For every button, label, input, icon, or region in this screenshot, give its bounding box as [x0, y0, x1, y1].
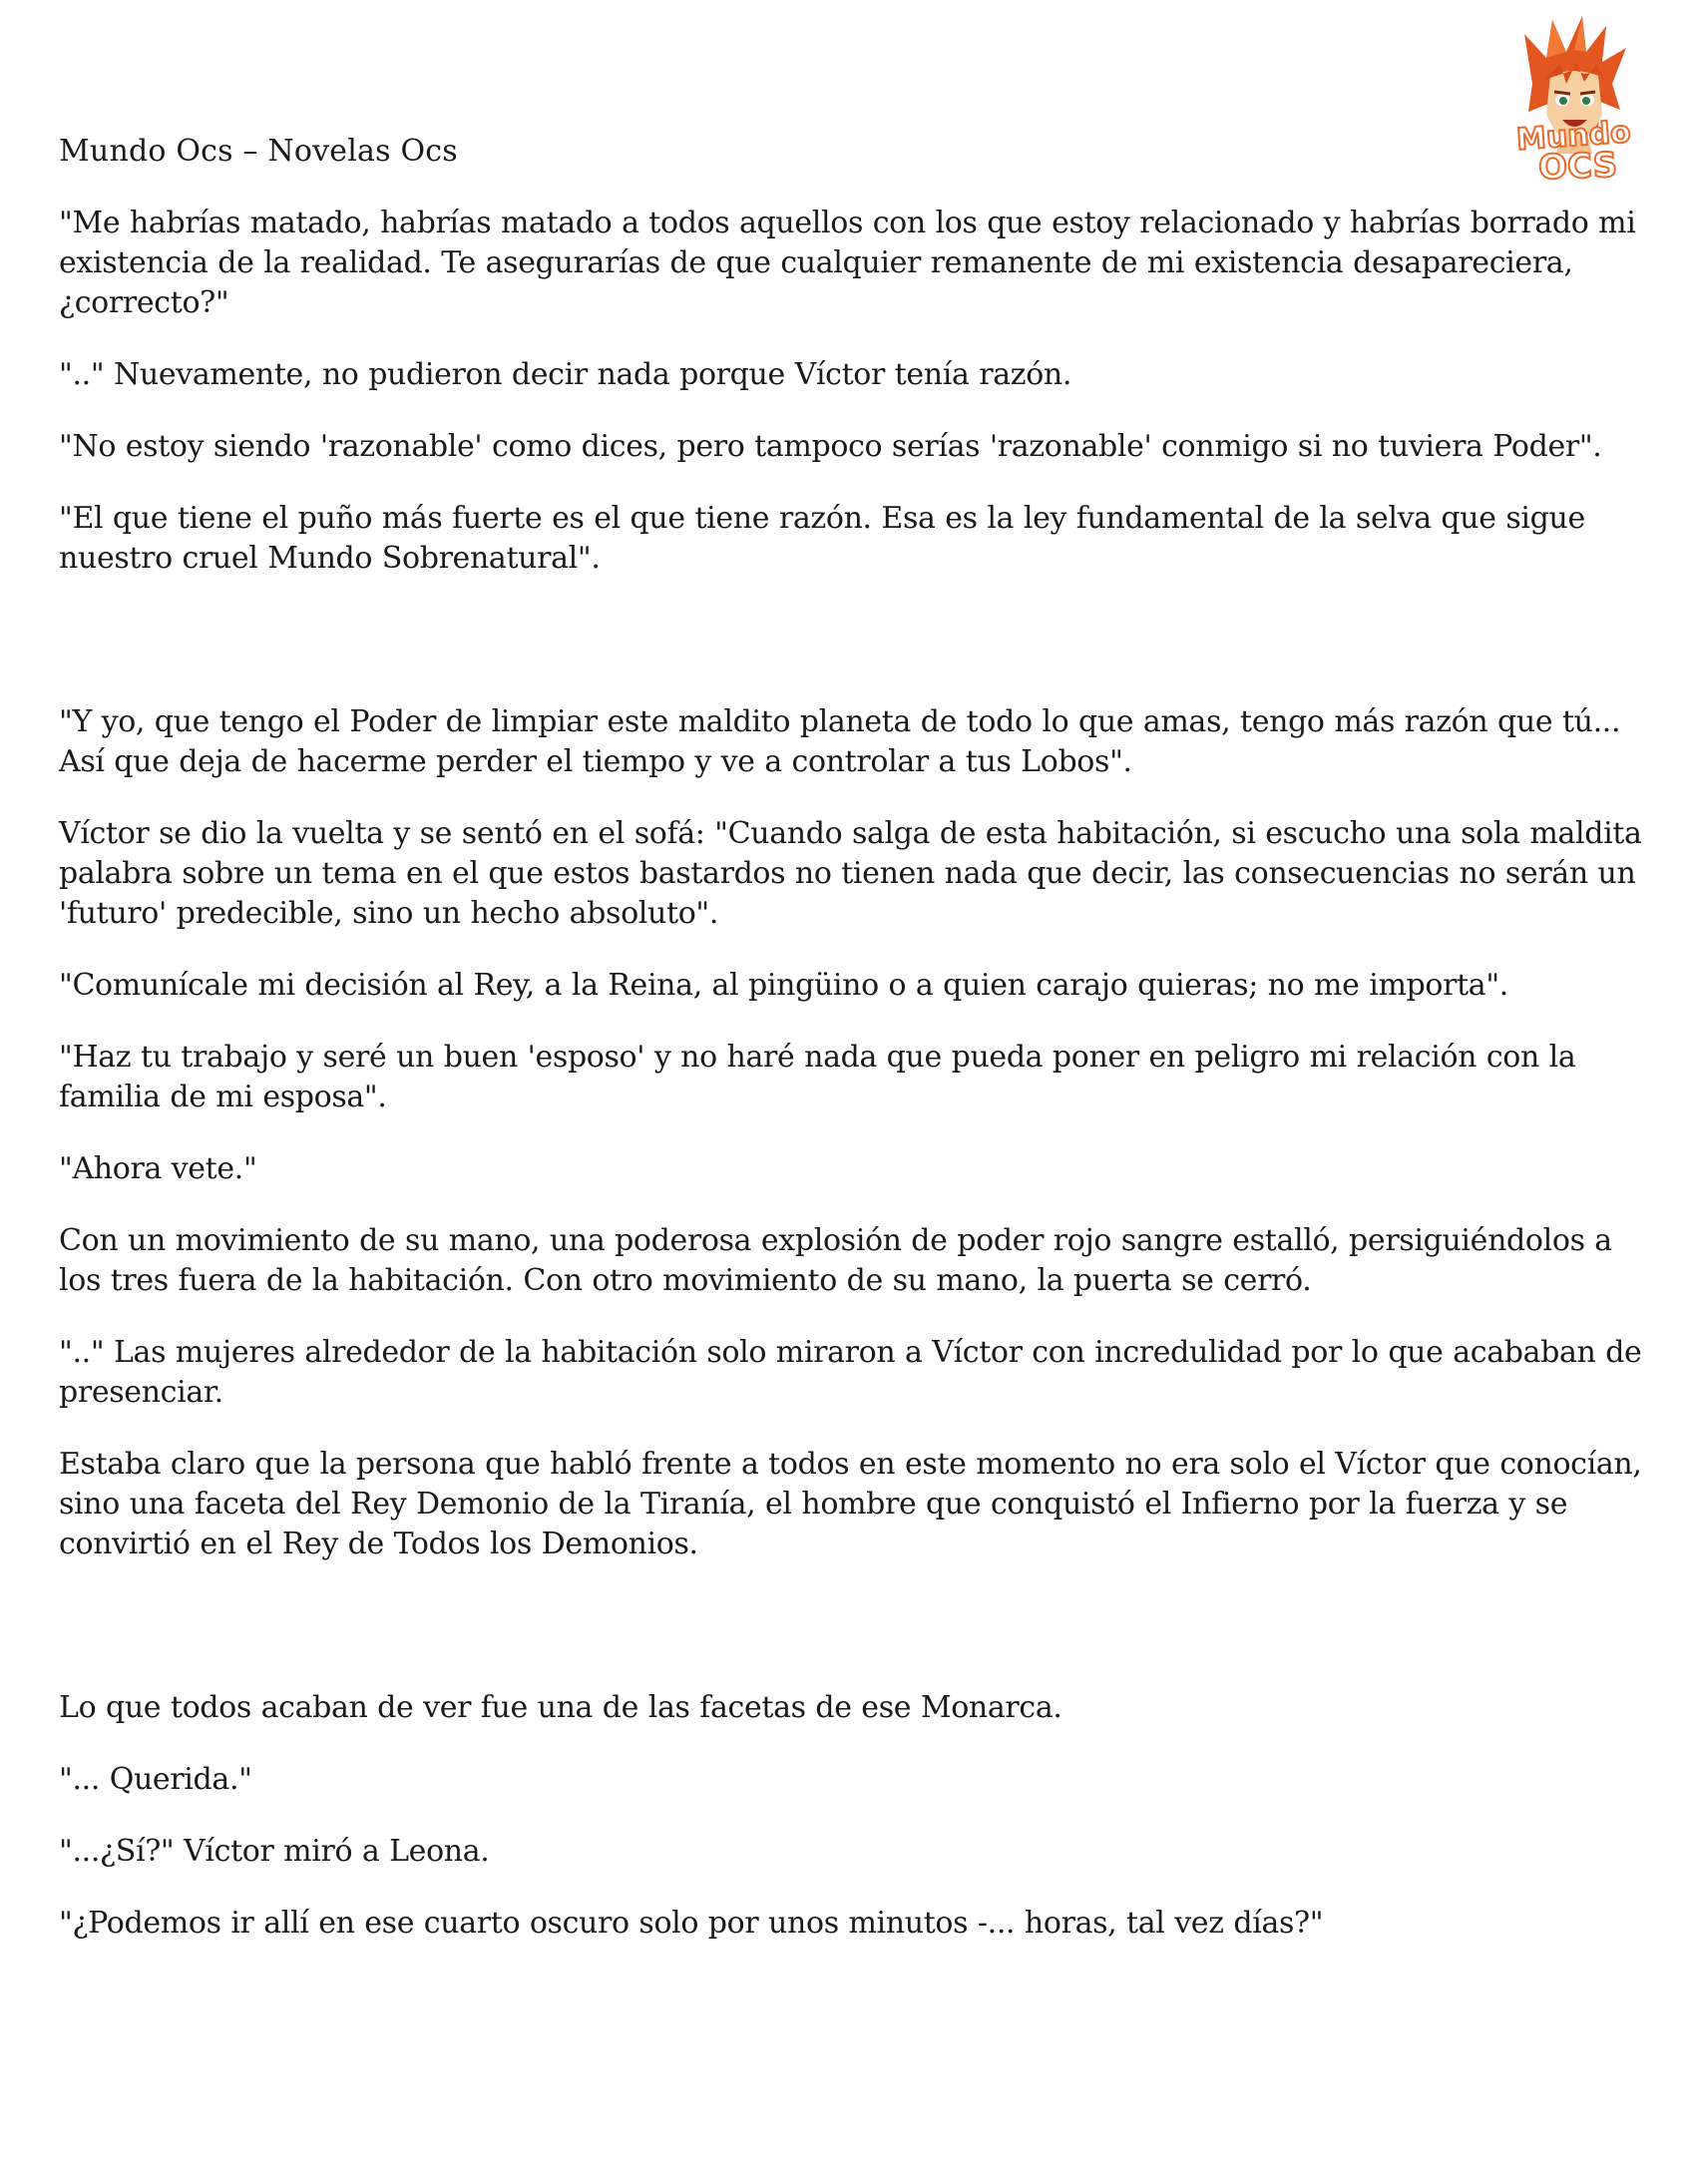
- paragraph: "¿Podemos ir allí en ese cuarto oscuro solo por unos minutos -... horas, tal vez días?": [59, 1906, 1324, 1941]
- paragraph: "... Querida.": [59, 1762, 252, 1797]
- paragraph: Lo que todos acaban de ver fue una de las facetas de ese Monarca.: [59, 1690, 1062, 1725]
- paragraph: ".." Nuevamente, no pudieron decir nada porque Víctor tenía razón.: [59, 357, 1072, 392]
- paragraph: "El que tiene el puño más fuerte es el que tiene razón. Esa es la ley fundamental de la selva que sigue nuestro cruel Mundo Sobrenatural".: [59, 501, 1585, 576]
- paragraph: "Me habrías matado, habrías matado a todos aquellos con los que estoy relacionado y habrías borrado mi existencia de la realidad. Te asegurarías de que cualquier remanente de mi existencia desapareciera, ¿correcto?": [59, 206, 1636, 320]
- logo-text-top: Mundo: [1514, 115, 1632, 158]
- page-header: Mundo Ocs – Novelas Ocs: [59, 134, 458, 169]
- paragraph: Con un movimiento de su mano, una poderosa explosión de poder rojo sangre estalló, persiguiéndolos a los tres fuera de la habitación. Con otro movimiento de su mano, la puerta se cerró.: [59, 1223, 1612, 1298]
- paragraph: ".." Las mujeres alrededor de la habitación solo miraron a Víctor con incredulidad por lo que acababan de presenciar.: [59, 1335, 1642, 1410]
- paragraph: "...¿Sí?" Víctor miró a Leona.: [59, 1834, 490, 1869]
- document-body: [59, 204, 1655, 1975]
- paragraph: Estaba claro que la persona que habló frente a todos en este momento no era solo el Víctor que conocían, sino una faceta del Rey Demonio de la Tiranía, el hombre que conquistó el Infierno por la fuerza y se convirtió en el Rey de Todos los Demonios.: [59, 1447, 1642, 1561]
- paragraph: "No estoy siendo 'razonable' como dices, pero tampoco serías 'razonable' conmigo si no tuviera Poder".: [59, 429, 1602, 464]
- logo-text-bottom: OCS: [1537, 145, 1618, 184]
- section-gap: [59, 611, 1655, 702]
- paragraph: "Y yo, que tengo el Poder de limpiar este maldito planeta de todo lo que amas, tengo más razón que tú... Así que deja de hacerme perder el tiempo y ve a controlar a tus Lobos".: [59, 704, 1621, 779]
- paragraph: "Ahora vete.": [59, 1151, 257, 1186]
- paragraph: "Haz tu trabajo y seré un buen 'esposo' y no haré nada que pueda poner en peligro mi relación con la familia de mi esposa".: [59, 1040, 1576, 1114]
- section-gap: [59, 1596, 1655, 1688]
- mascot-logo-icon: [1494, 14, 1654, 184]
- paragraph: Víctor se dio la vuelta y se sentó en el sofá: "Cuando salga de esta habitación, si escucho una sola maldita palabra sobre un tema en el que estos bastardos no tienen nada que decir, las consecuencias no serán un 'futuro' predecible, sino un hecho absoluto".: [59, 816, 1642, 931]
- paragraph: "Comunícale mi decisión al Rey, a la Reina, al pingüino o a quien carajo quieras; no me importa".: [59, 968, 1508, 1003]
